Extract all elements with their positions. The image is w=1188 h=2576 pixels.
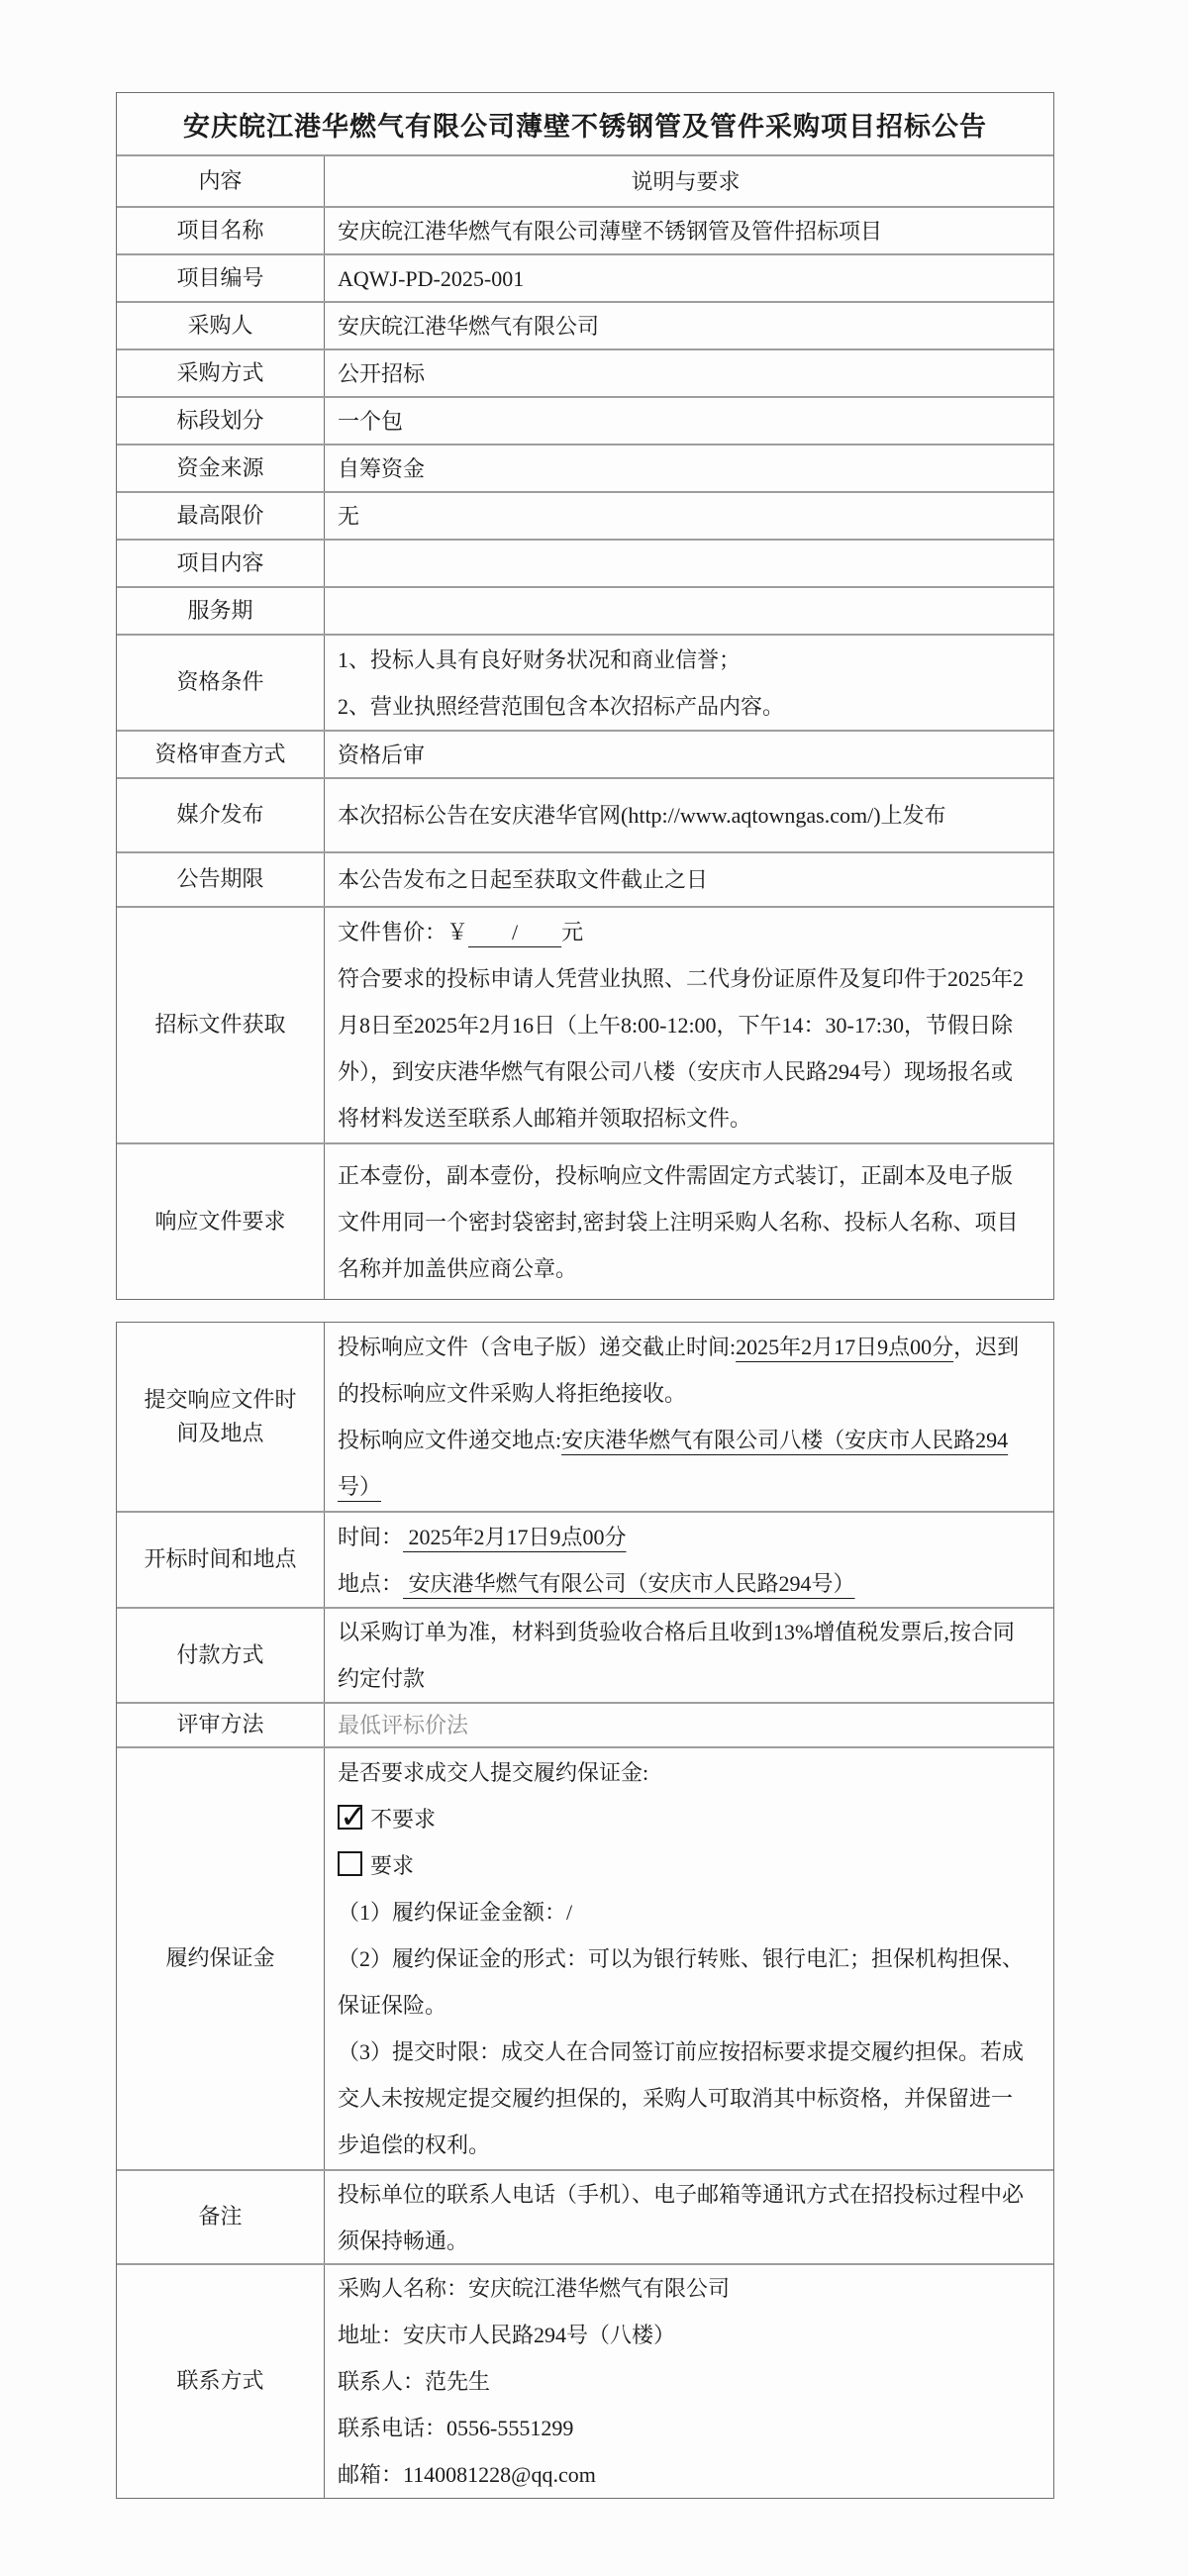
table-row-project-number [117, 253, 1053, 301]
opening-place-underline: 安庆港华燃气有限公司（安庆市人民路294号） [403, 1570, 855, 1596]
row-label: 备注 [117, 2171, 325, 2263]
table-row-price-cap [117, 491, 1053, 539]
row-label: 开标时间和地点 [117, 1513, 325, 1607]
bond-option-required: 要求 [338, 1842, 1034, 1889]
row-value [325, 2265, 1053, 2498]
submission-place-line: 投标响应文件递交地点:安庆港华燃气有限公司八楼（安庆市人民路294号） [338, 1428, 1009, 1499]
header-content: 内容 [117, 156, 325, 206]
contact-phone-line: 联系电话：0556-5551299 [338, 2416, 574, 2440]
row-label: 项目编号 [117, 255, 325, 301]
bond-item-2: （2）履约保证金的形式：可以为银行转账、银行电汇；担保机构担保、保证保险。 [338, 1946, 1025, 2018]
table-row-doc-acquisition [117, 906, 1053, 1142]
table-row-service-period [117, 586, 1053, 634]
row-label: 响应文件要求 [117, 1144, 325, 1299]
row-value: 公开招标 [338, 360, 426, 386]
row-value [325, 636, 1053, 730]
opening-place-line: 地点： 安庆港华燃气有限公司（安庆市人民路294号） [338, 1570, 855, 1596]
row-value [325, 1323, 1053, 1511]
title-row [117, 93, 1053, 154]
table-row-procurement-method [117, 348, 1053, 396]
row-label: 采购方式 [117, 350, 325, 396]
submission-place-underline: 安庆港华燃气有限公司八楼（安庆市人民路294号） [338, 1428, 1009, 1499]
row-label: 采购人 [117, 303, 325, 348]
row-value: 资格后审 [338, 742, 426, 767]
row-label: 公告期限 [117, 853, 325, 906]
table-row-funding-source [117, 444, 1053, 491]
row-value: AQWJ-PD-2025-001 [338, 265, 525, 291]
table-row-bid-opening [117, 1511, 1053, 1607]
submission-deadline-line: 投标响应文件（含电子版）递交截止时间:2025年2月17日9点00分，迟到的投标响应文件采购人将拒绝接收。 [338, 1335, 1020, 1406]
row-value [325, 588, 1053, 634]
table-row-qualification [117, 634, 1053, 730]
table-row-evaluation-method [117, 1702, 1053, 1746]
table-row-announcement-period [117, 851, 1053, 906]
row-label: 资格条件 [117, 636, 325, 730]
table-row-contact-info [117, 2263, 1053, 2498]
row-value: 安庆皖江港华燃气有限公司薄壁不锈钢管及管件招标项目 [338, 218, 883, 244]
row-value: 最低评标价法 [338, 1713, 469, 1737]
contact-email-line: 邮箱：1140081228@qq.com [338, 2462, 596, 2487]
row-label: 标段划分 [117, 398, 325, 444]
row-label: 资格审查方式 [117, 732, 325, 777]
table-row-purchaser [117, 301, 1053, 348]
tender-announcement-table-2 [116, 1322, 1054, 2499]
row-label: 资金来源 [117, 446, 325, 491]
row-label: 履约保证金 [117, 1748, 325, 2169]
row-value: 自筹资金 [338, 455, 426, 481]
opening-time-underline: 2025年2月17日9点00分 [403, 1524, 627, 1549]
bond-option-not-required: ✓不要求 [338, 1796, 1034, 1842]
opening-time-line: 时间： 2025年2月17日9点00分 [338, 1524, 627, 1549]
row-value [325, 1513, 1053, 1607]
row-value [325, 541, 1053, 586]
row-value: 投标单位的联系人电话（手机）、电子邮箱等通讯方式在招投标过程中必须保持畅通。 [338, 2181, 1025, 2253]
doc-price-line: 文件售价：￥ / 元 [338, 920, 584, 944]
checkbox-unchecked-icon [338, 1851, 362, 1876]
table-row-response-doc-requirement [117, 1142, 1053, 1299]
qualification-line-1: 1、投标人具有良好财务状况和商业信誉； [338, 646, 742, 672]
row-label: 媒介发布 [117, 779, 325, 851]
doc-acquisition-detail: 符合要求的投标申请人凭营业执照、二代身份证原件及复印件于2025年2月8日至2025年2月16日（上午8:00-12:00，下午14：30-17:30，节假日除外），到安庆港华燃气有限公司八楼（安庆市人民路294号）现场报名或将材料发送至联系人邮箱并领取招标文件。 [338, 966, 1025, 1131]
table-row-performance-bond [117, 1746, 1053, 2169]
row-label: 评审方法 [117, 1704, 325, 1746]
row-label: 招标文件获取 [117, 908, 325, 1142]
price-blank-underline: / [468, 920, 562, 944]
row-label: 服务期 [117, 588, 325, 634]
table-row-remarks [117, 2169, 1053, 2263]
row-label: 提交响应文件时间及地点 [117, 1323, 325, 1511]
row-value: 本次招标公告在安庆港华官网(http://www.aqtowngas.com/)上发布 [338, 803, 946, 828]
contact-address-line: 地址：安庆市人民路294号（八楼） [338, 2323, 676, 2347]
table-row-submission-time-place [117, 1323, 1053, 1511]
row-label: 联系方式 [117, 2265, 325, 2498]
row-label: 项目名称 [117, 208, 325, 253]
page-title: 安庆皖江港华燃气有限公司薄壁不锈钢管及管件采购项目招标公告 [183, 111, 987, 142]
row-value [325, 908, 1053, 1142]
bond-question: 是否要求成交人提交履约保证金: [338, 1760, 649, 1785]
bond-item-1: （1）履约保证金金额：/ [338, 1900, 573, 1925]
table-row-media-release [117, 777, 1053, 851]
contact-person-line: 联系人：范先生 [338, 2369, 491, 2394]
submission-deadline-underline: 2025年2月17日9点00分 [736, 1335, 954, 1359]
table-row-payment-method [117, 1607, 1053, 1702]
row-label: 最高限价 [117, 493, 325, 539]
header-desc: 说明与要求 [631, 168, 741, 194]
qualification-line-2: 2、营业执照经营范围包含本次招标产品内容。 [338, 693, 785, 719]
header-row [117, 154, 1053, 206]
tender-announcement-table [116, 92, 1054, 1300]
checkbox-checked-icon [338, 1805, 362, 1830]
row-value: 本公告发布之日起至获取文件截止之日 [338, 867, 709, 892]
table-row-qualification-review [117, 730, 1053, 777]
row-label: 项目内容 [117, 541, 325, 586]
row-value: 无 [338, 503, 360, 529]
table-row-project-content [117, 539, 1053, 586]
bond-item-3: （3）提交时限：成交人在合同签订前应按招标要求提交履约担保。若成交人未按规定提交履约担保的，采购人可取消其中标资格，并保留进一步追偿的权利。 [338, 2039, 1025, 2157]
row-value [325, 1748, 1053, 2169]
row-value: 一个包 [338, 408, 404, 434]
contact-purchaser-line: 采购人名称：安庆皖江港华燃气有限公司 [338, 2276, 731, 2301]
row-value: 正本壹份，副本壹份，投标响应文件需固定方式装订，正副本及电子版文件用同一个密封袋密封,密封袋上注明采购人名称、投标人名称、项目名称并加盖供应商公章。 [338, 1162, 1019, 1281]
row-value: 以采购订单为准，材料到货验收合格后且收到13%增值税发票后,按合同约定付款 [338, 1620, 1015, 1691]
table-row-lot-division [117, 396, 1053, 444]
table-row-project-name [117, 206, 1053, 253]
row-value: 安庆皖江港华燃气有限公司 [338, 313, 600, 339]
row-label: 付款方式 [117, 1609, 325, 1702]
